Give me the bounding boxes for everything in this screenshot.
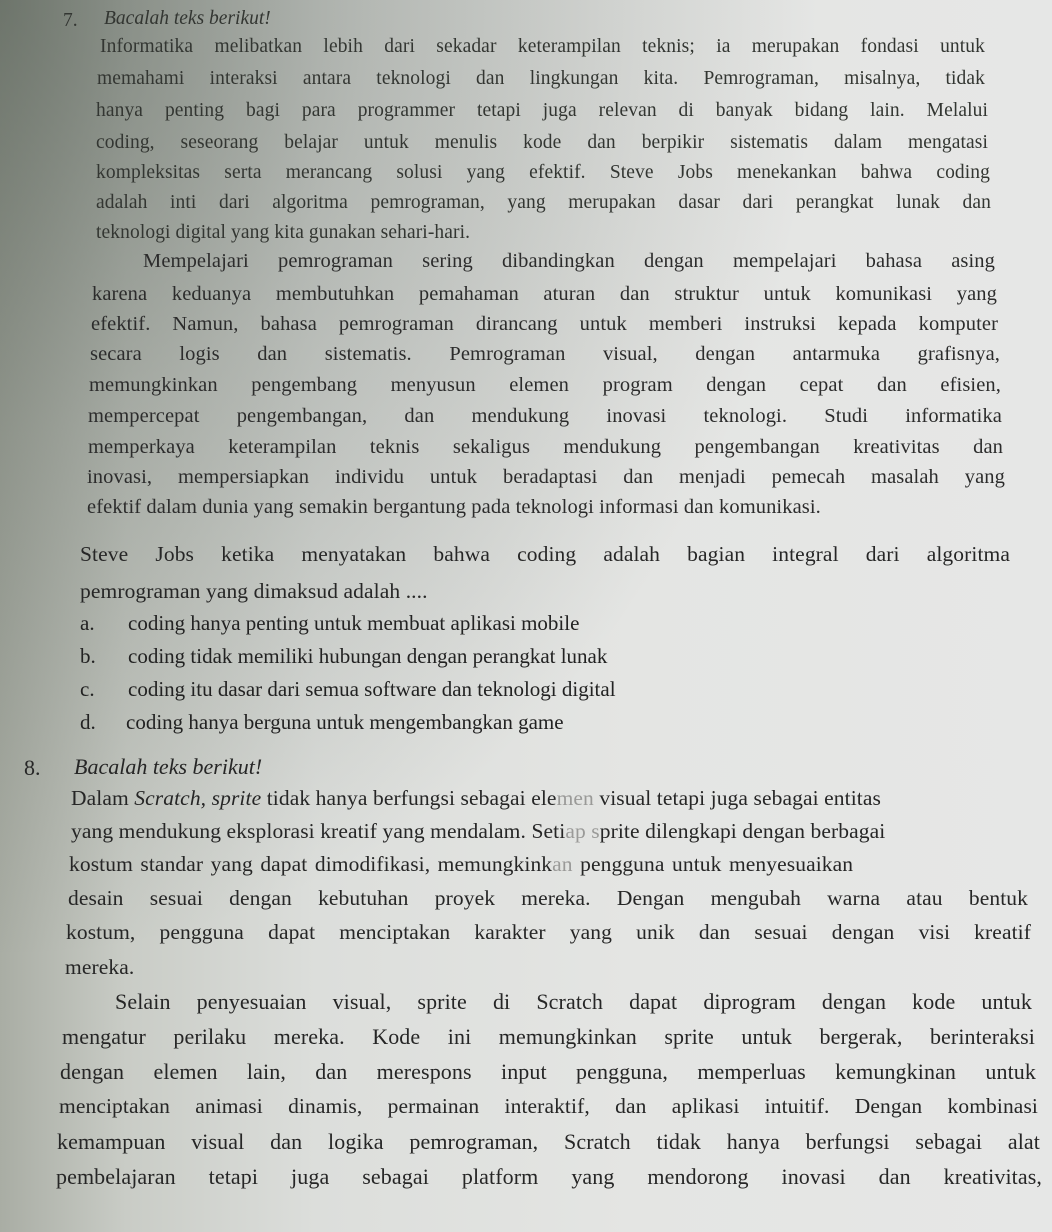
passage-line: dengan elemen lain, dan merespons input pengguna, memperluas kemungkinan untuk xyxy=(60,1059,1036,1084)
option-text: coding hanya berguna untuk mengembangkan game xyxy=(126,710,564,734)
option-text: coding tidak memiliki hubungan dengan perangkat lunak xyxy=(128,644,608,668)
passage-line: Informatika melibatkan lebih dari sekadar keterampilan teknis; ia merupakan fondasi untuk xyxy=(100,36,985,57)
passage-line: Dalam Scratch, sprite tidak hanya berfungsi sebagai elemen visual tetapi juga sebagai entitas xyxy=(71,786,881,810)
passage-line: Selain penyesuaian visual, sprite di Scratch dapat diprogram dengan kode untuk xyxy=(115,989,1032,1014)
passage-line: Mempelajari pemrograman sering dibandingkan dengan mempelajari bahasa asing xyxy=(143,250,995,272)
question-number: 7. xyxy=(63,10,78,31)
passage-line: mereka. xyxy=(65,955,135,979)
option-letter: a. xyxy=(80,611,95,635)
passage-line: yang mendukung eksplorasi kreatif yang mendalam. Setiap sprite dilengkapi dengan berbagai xyxy=(71,819,886,843)
passage-line: secara logis dan sistematis. Pemrograman visual, dengan antarmuka grafisnya, xyxy=(90,343,1000,365)
passage-line: efektif dalam dunia yang semakin bergantung pada teknologi informasi dan komunikasi. xyxy=(87,496,821,518)
option-text: coding hanya penting untuk membuat aplikasi mobile xyxy=(128,611,580,635)
passage-line: kostum, pengguna dapat menciptakan karakter yang unik dan sesuai dengan visi kreatif xyxy=(66,920,1031,944)
passage-line: desain sesuai dengan kebutuhan proyek mereka. Dengan mengubah warna atau bentuk xyxy=(68,886,1028,910)
term-sprite: sprite xyxy=(211,786,262,810)
passage-line: teknologi digital yang kita gunakan sehari-hari. xyxy=(96,222,471,243)
term-scratch: Scratch, xyxy=(134,786,207,810)
question-number: 8. xyxy=(24,755,41,780)
option-text: coding itu dasar dari semua software dan teknologi digital xyxy=(128,677,616,701)
question-instruction: Bacalah teks berikut! xyxy=(74,754,263,779)
passage-line: mengatur perilaku mereka. Kode ini memungkinkan sprite untuk bergerak, berinteraksi xyxy=(62,1024,1035,1049)
passage-line: hanya penting bagi para programmer tetapi juga relevan di banyak bidang lain. Melalui xyxy=(96,100,988,121)
passage-line: mempercepat pengembangan, dan mendukung inovasi teknologi. Studi informatika xyxy=(88,405,1002,427)
passage-line: karena keduanya membutuhkan pemahaman aturan dan struktur untuk komunikasi yang xyxy=(92,283,997,305)
option-letter: d. xyxy=(80,710,96,734)
passage-line: inovasi, mempersiapkan individu untuk beradaptasi dan menjadi pemecah masalah yang xyxy=(87,466,1005,488)
passage-line: memungkinkan pengembang menyusun elemen program dengan cepat dan efisien, xyxy=(89,374,1001,396)
passage-line: coding, seseorang belajar untuk menulis kode dan berpikir sistematis dalam mengatasi xyxy=(96,132,988,153)
prompt-line: Steve Jobs ketika menyatakan bahwa coding adalah bagian integral dari algoritma xyxy=(80,542,1010,566)
passage-line: memperkaya keterampilan teknis sekaligus mendukung pengembangan kreativitas dan xyxy=(88,436,1003,458)
passage-line: efektif. Namun, bahasa pemrograman dirancang untuk memberi instruksi kepada komputer xyxy=(91,313,998,335)
passage-line: menciptakan animasi dinamis, permainan interaktif, dan aplikasi intuitif. Dengan kombinasi xyxy=(59,1094,1038,1118)
passage-line: kemampuan visual dan logika pemrograman, Scratch tidak hanya berfungsi sebagai alat xyxy=(57,1129,1040,1154)
option-letter: b. xyxy=(80,644,96,668)
passage-line: kompleksitas serta merancang solusi yang efektif. Steve Jobs menekankan bahwa coding xyxy=(96,162,990,183)
passage-line: kostum standar yang dapat dimodifikasi, memungkinkan pengguna untuk menyesuaikan xyxy=(69,852,854,876)
question-instruction: Bacalah teks berikut! xyxy=(104,8,271,29)
passage-line: adalah inti dari algoritma pemrograman, yang merupakan dasar dari perangkat lunak dan xyxy=(96,192,991,213)
passage-line: memahami interaksi antara teknologi dan lingkungan kita. Pemrograman, misalnya, tidak xyxy=(97,68,985,89)
option-letter: c. xyxy=(80,677,95,701)
passage-line: pembelajaran tetapi juga sebagai platform yang mendorong inovasi dan kreativitas, xyxy=(56,1164,1042,1189)
prompt-line: pemrograman yang dimaksud adalah .... xyxy=(80,579,428,603)
